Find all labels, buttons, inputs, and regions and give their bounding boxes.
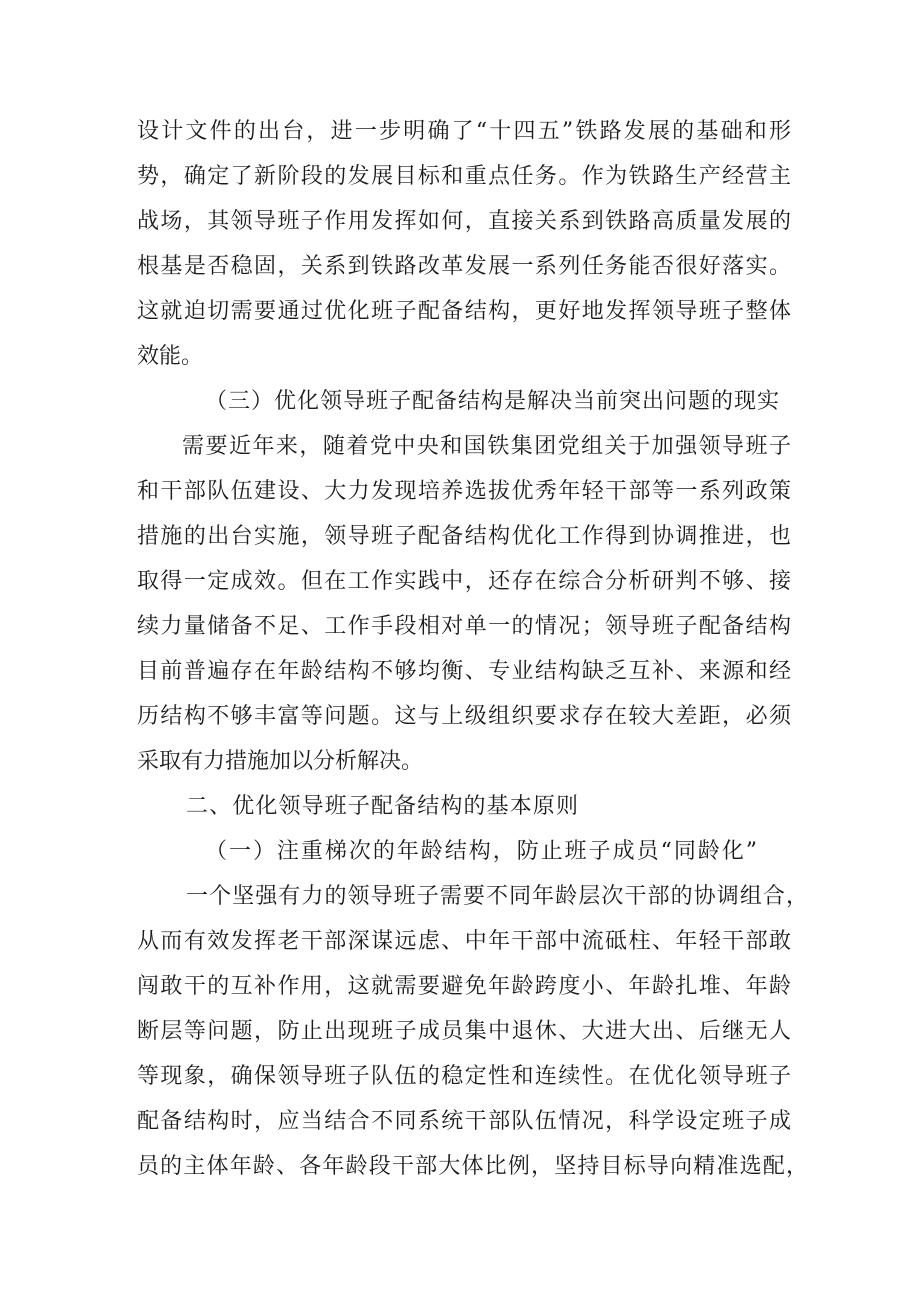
text-line: 断层等问题，防止出现班子成员集中退休、大进大出、后继无人: [137, 1019, 791, 1044]
text-line: 等现象，确保领导班子队伍的稳定性和连续性。在优化领导班子: [137, 1064, 791, 1089]
text-line: 历结构不够丰富等问题。这与上级组织要求存在较大差距，必须: [137, 704, 791, 729]
text-line: 战场，其领导班子作用发挥如何，直接关系到铁路高质量发展的: [137, 209, 791, 234]
text-line: 需要近年来，随着党中央和国铁集团党组关于加强领导班子: [182, 434, 791, 459]
text-line: 闯敢干的互补作用，这就需要避免年龄跨度小、年龄扎堆、年龄: [137, 974, 791, 999]
text-line: 根基是否稳固，关系到铁路改革发展一系列任务能否很好落实。: [137, 254, 791, 279]
text-line: 配备结构时，应当结合不同系统干部队伍情况，科学设定班子成: [137, 1109, 791, 1134]
text-line: 一个坚强有力的领导班子需要不同年龄层次干部的协调组合，: [186, 884, 808, 909]
section-heading-2-1: （一）注重梯次的年龄结构，防止班子成员“同龄化”: [205, 839, 757, 864]
text-line: 这就迫切需要通过优化班子配备结构，更好地发挥领导班子整体: [137, 299, 791, 324]
text-line: 续力量储备不足、工作手段相对单一的情况；领导班子配备结构: [137, 614, 791, 639]
text-line: 设计文件的出台，进一步明确了“十四五”铁路发展的基础和形: [137, 119, 791, 144]
text-line: 目前普遍存在年龄结构不够均衡、专业结构缺乏互补、来源和经: [137, 659, 791, 684]
text-line: 效能。: [137, 344, 204, 369]
text-line: 势，确定了新阶段的发展目标和重点任务。作为铁路生产经营主: [137, 164, 791, 189]
text-line: 措施的出台实施，领导班子配备结构优化工作得到协调推进，也: [137, 524, 791, 549]
text-line: 从而有效发挥老干部深谋远虑、中年干部中流砥柱、年轻干部敢: [137, 929, 791, 954]
section-heading-2: 二、优化领导班子配备结构的基本原则: [186, 794, 578, 819]
text-line: 采取有力措施加以分析解决。: [137, 749, 424, 774]
text-line: 取得一定成效。但在工作实践中，还存在综合分析研判不够、接: [137, 569, 791, 594]
text-line: 和干部队伍建设、大力发现培养选拔优秀年轻干部等一系列政策: [137, 479, 791, 504]
section-heading-3: （三）优化领导班子配备结构是解决当前突出问题的现实: [205, 389, 779, 414]
text-line: 员的主体年龄、各年龄段干部大体比例，坚持目标导向精准选配，: [137, 1154, 808, 1179]
